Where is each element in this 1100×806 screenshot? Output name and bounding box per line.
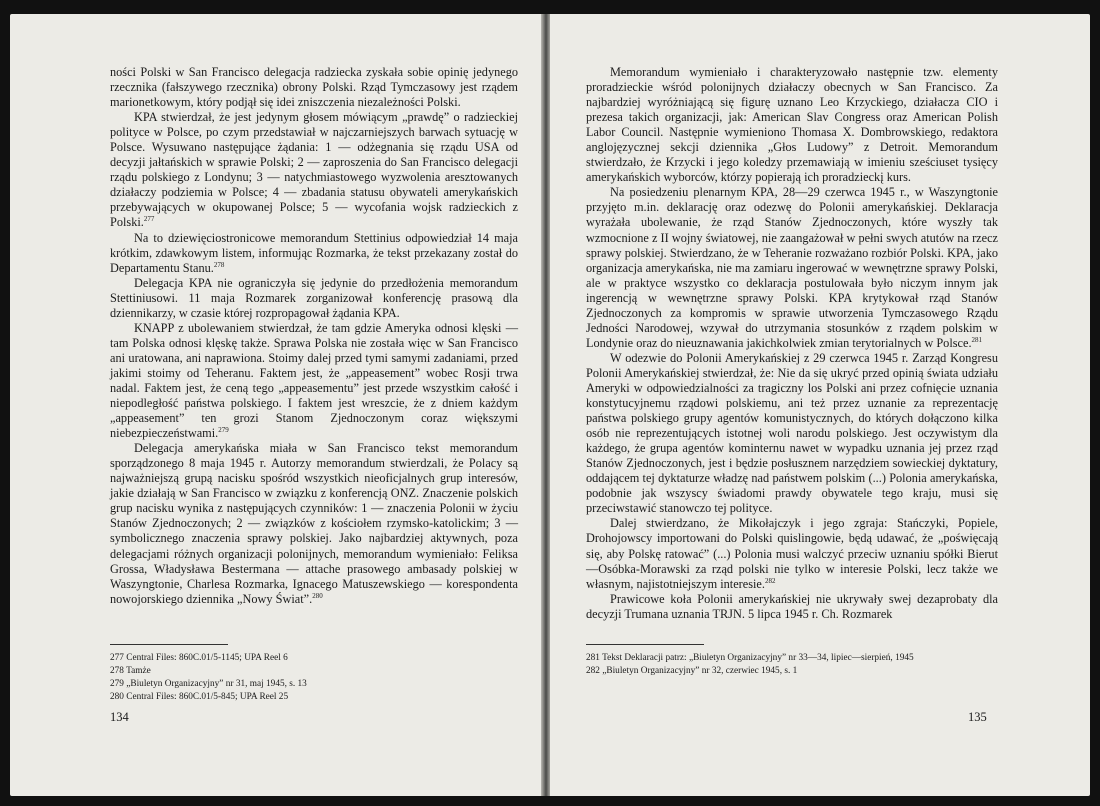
left-page [10,14,542,796]
footnotes [110,644,518,704]
footnote-ref: 282 [764,576,776,585]
footnote: 277 Central Files: 860C.01/5-1145; UPA Reel 6 [110,653,288,663]
left-page-text [110,65,518,607]
footnote: 279 „Biuletyn Organizacyjny” nr 31, maj 1945, s. 13 [110,679,307,689]
paragraph: KNAPP z ubolewaniem stwierdzał, że tam gdzie Ameryka odnosi klęski — tam Polska odnosi klęskę także. Sprawa Polska nie została więc w San Francisco ani uratowana, ani naprawiona. Stoimy dalej przed tymi samymi zadaniami, przed jakimi stoimy od Teheranu. Faktem jest, że „appeasement” wobec Rosji trwa nadal. Faktem jest, że ceną tego „appeasementu” jest przede wszystkim całość i niepodległość państwa polskiego. I faktem jest wreszcie, że z dniem każdym „appeasement” ten grozi Stanom Zjednoczonym coraz większymi niebezpieczeństwami.$^{279}$ [110,320,518,441]
footnote: 280 Central Files: 860C.01/5-845; UPA Reel 25 [110,692,289,702]
page-number: 134 [110,710,129,724]
footnote: 278 Tamże [110,666,151,676]
paragraph: ności Polski w San Francisco delegacja radziecka zyskała sobie opinię jedynego rzecznika (fałszywego rzecznika) obrony Polski. Rząd Tymczasowy jest rządem marionetkowym, który podjął się idei zniszczenia niezależności Polski. [110,65,518,110]
right-page-text [586,65,998,622]
paragraph: Dalej stwierdzano, że Mikołajczyk i jego zgraja: Stańczyki, Popiele, Drohojowscy importowani do Polski quislingowie, będą udawać, że „poświęcają się, aby Polskę ratować” (...) Polonia musi walczyć przeciw uznaniu spółki Bierut—Osóbka-Morawski za rząd polski nie tylko w interesie Polski, lecz także we własnym, najistotniejszym interesie.$^{282}$ [586,516,998,591]
footnote-ref: 278 [213,260,225,269]
footnote-rule [110,644,228,645]
footnote-ref: 277 [143,215,155,224]
footnote-ref: 280 [312,591,323,600]
paragraph: Delegacja amerykańska miała w San Francisco tekst memorandum sporządzonego 8 maja 1945 r. Autorzy memorandum stwierdzali, że Polacy są najważniejszą grupą nacisku spośród wszystkich nieoficjalnych grup interesów, jakie działają w San Francisco w związku z konferencją ONZ. Znaczenie polskich grup nacisku wynika z następujących czynników: 1 — znaczenia Polonii w życiu Stanów Zjednoczonych; 2 — związków z kościołem rzymsko-katolickim; 3 — symbolicznego znaczenia sprawy polskiej. Jako najbardziej aktywnych, poza delegacjami różnych organizacji polonijnych, memorandum wymieniało: Feliksa Grossa, Władysława Bestermana — attache prasowego ambasady polskiej w Waszyngtonie, Charlesa Rozmarka, Ignacego Matuszewskiego — korespondenta nowojorskiego dziennika „Nowy Świat”.$^{280}$ [110,441,518,606]
footnote-ref: 281 [971,335,983,344]
paragraph: Memorandum wymieniało i charakteryzowało następnie tzw. elementy proradzieckie wśród polonijnych działaczy obecnych w San Francisco. Za najbardziej wyróżniającą się figurę uznano Leo Krzyckiego, działacza CIO i prezesa takich organizacji, jak: American Slav Congress oraz American Polish Labor Council. Następnie wymieniono Thomasa X. Dombrowskiego, redaktora anglojęzycznej sekcji dziennika „Głos Ludowy” z Detroit. Memorandum stwierdzało, że Krzycki i jego koledzy przemawiają w imieniu sześciuset tysięcy amerykańskich wyborców, którzy popierają ich proradzieckį kurs. [586,65,998,185]
paragraph: Na to dziewięciostronicowe memorandum Stettinius odpowiedział 14 maja krótkim, zdawkowym listem, informując Rozmarka, że tekst przekazany został do Departamentu Stanu.$^{278}$ [110,230,518,275]
footnote-ref: 279 [218,426,229,435]
paragraph: Na posiedzeniu plenarnym KPA, 28—29 czerwca 1945 r., w Waszyngtonie przyjęto m.in. deklarację oraz odezwę do Polonii amerykańskiej. Deklaracja wyrażała ubolewanie, że rząd Stanów Zjednoczonych, które wyszły tak wzmocnione z II wojny światowej, nie zaangażował w pełni swych atutów na rzecz sprawy polskiej. Stwierdzano, że w Teheranie rozważano rozbiór Polski. KPA, jako organizacja amerykańska, nie ma zamiaru ingerować w wewnętrzne sprawy Polski, ale w praktyce wszystko co deklaracja postulowała było niczym innym jak ingerencją w wewnętrzne sprawy Polski. KPA krytykował rząd Stanów Zjednoczonych za kompromis w sprawie utworzenia Tymczasowego Rządu Jedności Narodowej, wzywał do utrzymania stosunków z rządem polskim w Londynie oraz do nieuznawania jakichkolwiek zmian terytorialnych w Polsce.$^{281}$ [586,185,998,350]
paragraph: W odezwie do Polonii Amerykańskiej z 29 czerwca 1945 r. Zarząd Kongresu Polonii Amerykańskiej stwierdzał, że: Nie da się ukryć przed opinią świata udziału Ameryki w odpowiedzialności za tragiczny los Polski ani przez cofnięcie uznania konstytucyjnemu rządowi polskiemu, ani też przez uznanie za reprezentację państwa polskiego grupy agentów komunistycznych, do których dołączono kilka osób nie reprezentujących istotnej woli narodu polskiego. Jest oczywistym dla każdego, że grupa agentów kominternu nawet w wypadku uznania jej przez rząd Stanów Zjednoczonych, jest i będzie posłusznem narzędziem sowieckiej dyktatury, oddającem tej dyktaturze władzę nad państwem polskim (...) Polonia amerykańska, podobnie jak wszyscy świadomi prawdy obywatele tego kraju, musi się przeciwstawić stanowczo tej polityce. [586,350,998,516]
footnote: 282 „Biuletyn Organizacyjny” nr 32, czerwiec 1945, s. 1 [586,666,798,676]
right-page [550,14,1090,796]
footnote-rule [586,644,704,645]
paragraph: KPA stwierdzał, że jest jedynym głosem mówiącym „prawdę” o radzieckiej polityce w Polsce, po czym przedstawiał w najczarniejszych barwach sytuację w Polsce. Wysuwano następujące żądania: 1 — odżegnania się rządu USA od decyzji jałtańskich w sprawie Polski; 2 — zaproszenia do San Francisco delegacji rządu polskiego z Londynu; 3 — natychmiastowego wyzwolenia aresztowanych działaczy podziemia w Polsce; 4 — zbadania statusu obywateli amerykańskich przebywających w okupowanej Polsce; 5 — wycofania wojsk radzieckich z Polski.$^{277}$ [110,110,518,230]
page-number: 135 [968,710,987,724]
footnotes [586,644,998,678]
paragraph: Prawicowe koła Polonii amerykańskiej nie ukrywały swej dezaprobaty dla decyzji Trumana uznania TRJN. 5 lipca 1945 r. Ch. Rozmarek [586,591,998,621]
paragraph: Delegacja KPA nie ograniczyła się jedynie do przedłożenia memorandum Stettiniusowi. 11 maja Rozmarek zorganizował konferencję prasową dla dziennikarzy, w czasie której rozpropagował żądania KPA. [110,275,518,320]
footnote: 281 Tekst Deklaracji patrz: „Biuletyn Organizacyjny” nr 33—34, lipiec—sierpień, 1945 [586,653,914,663]
